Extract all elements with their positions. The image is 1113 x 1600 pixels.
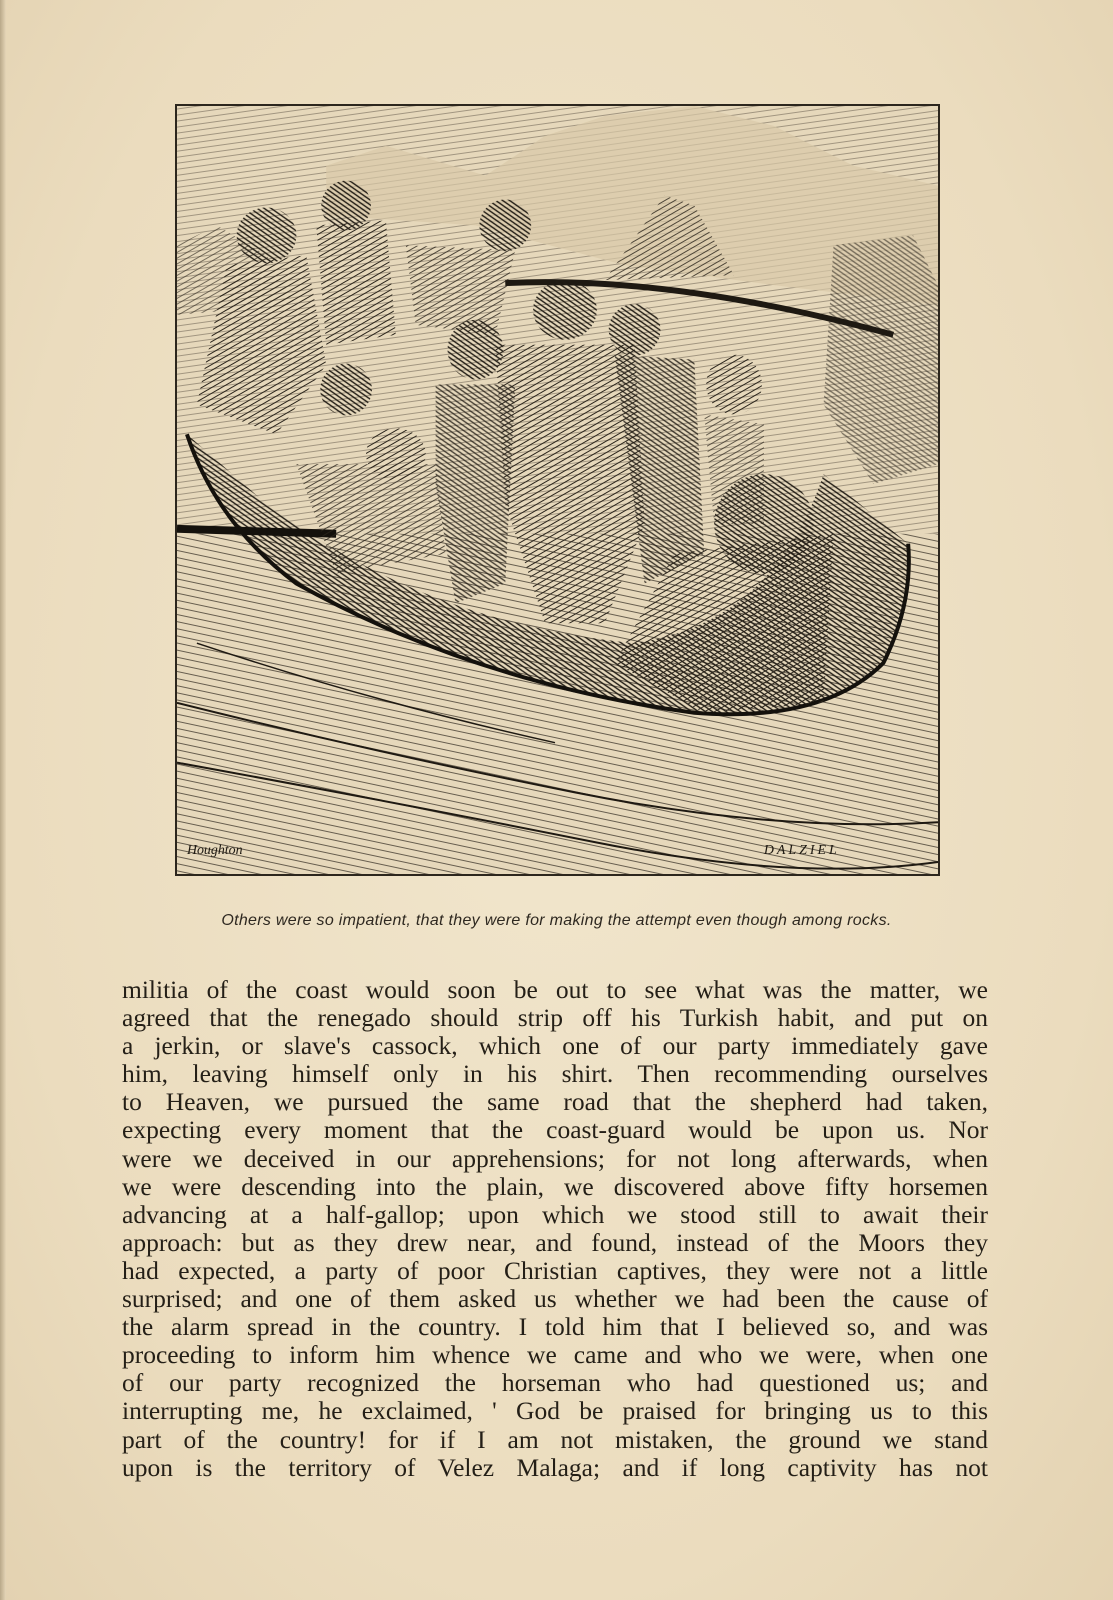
body-text-line: militia of the coast would soon be out to see what was the matter, we	[122, 975, 988, 1004]
signature-left: Houghton	[186, 843, 243, 859]
body-text-line: the alarm spread in the country. I told him that I believed so, and was	[122, 1312, 988, 1342]
body-text-line: proceeding to inform him whence we came and who we were, when one	[122, 1340, 988, 1370]
body-text-line: surprised; and one of them asked us whether we had been the cause of	[122, 1284, 988, 1314]
body-text-line: of our party recognized the horseman who had questioned us; and	[122, 1368, 988, 1398]
engraving-boat-icon	[177, 106, 938, 874]
body-text-line: were we deceived in our apprehensions; for not long afterwards, when	[122, 1143, 988, 1173]
body-text-line: to Heaven, we pursued the same road that the shepherd had taken,	[122, 1087, 988, 1117]
body-text-line: upon is the territory of Velez Malaga; and if long captivity has not	[122, 1452, 988, 1482]
body-text-line: expecting every moment that the coast-guard would be upon us. Nor	[122, 1115, 988, 1145]
body-text-line: approach: but as they drew near, and found, instead of the Moors they	[122, 1227, 988, 1257]
body-text-line: we were descending into the plain, we discovered above fifty horsemen	[122, 1171, 988, 1201]
body-text-line: advancing at a half-gallop; upon which we stood still to await their	[122, 1199, 988, 1229]
body-text-line: a jerkin, or slave's cassock, which one of our party immediately gave	[122, 1031, 988, 1061]
signature-right: DALZIEL	[763, 843, 840, 859]
body-text-line: had expected, a party of poor Christian captives, they were not a little	[122, 1255, 988, 1285]
engraving-illustration	[175, 104, 940, 876]
body-text-line: agreed that the renegado should strip off his Turkish habit, and put on	[122, 1003, 988, 1033]
body-text	[122, 976, 988, 1482]
page-edge	[0, 0, 6, 1600]
illustration-caption: Others were so impatient, that they were for making the attempt even though among rocks.	[221, 912, 892, 929]
body-text-line: part of the country! for if I am not mistaken, the ground we stand	[122, 1424, 988, 1454]
body-text-line: interrupting me, he exclaimed, ' God be praised for bringing us to this	[122, 1396, 988, 1426]
body-text-line: him, leaving himself only in his shirt. Then recommending ourselves	[122, 1059, 988, 1089]
